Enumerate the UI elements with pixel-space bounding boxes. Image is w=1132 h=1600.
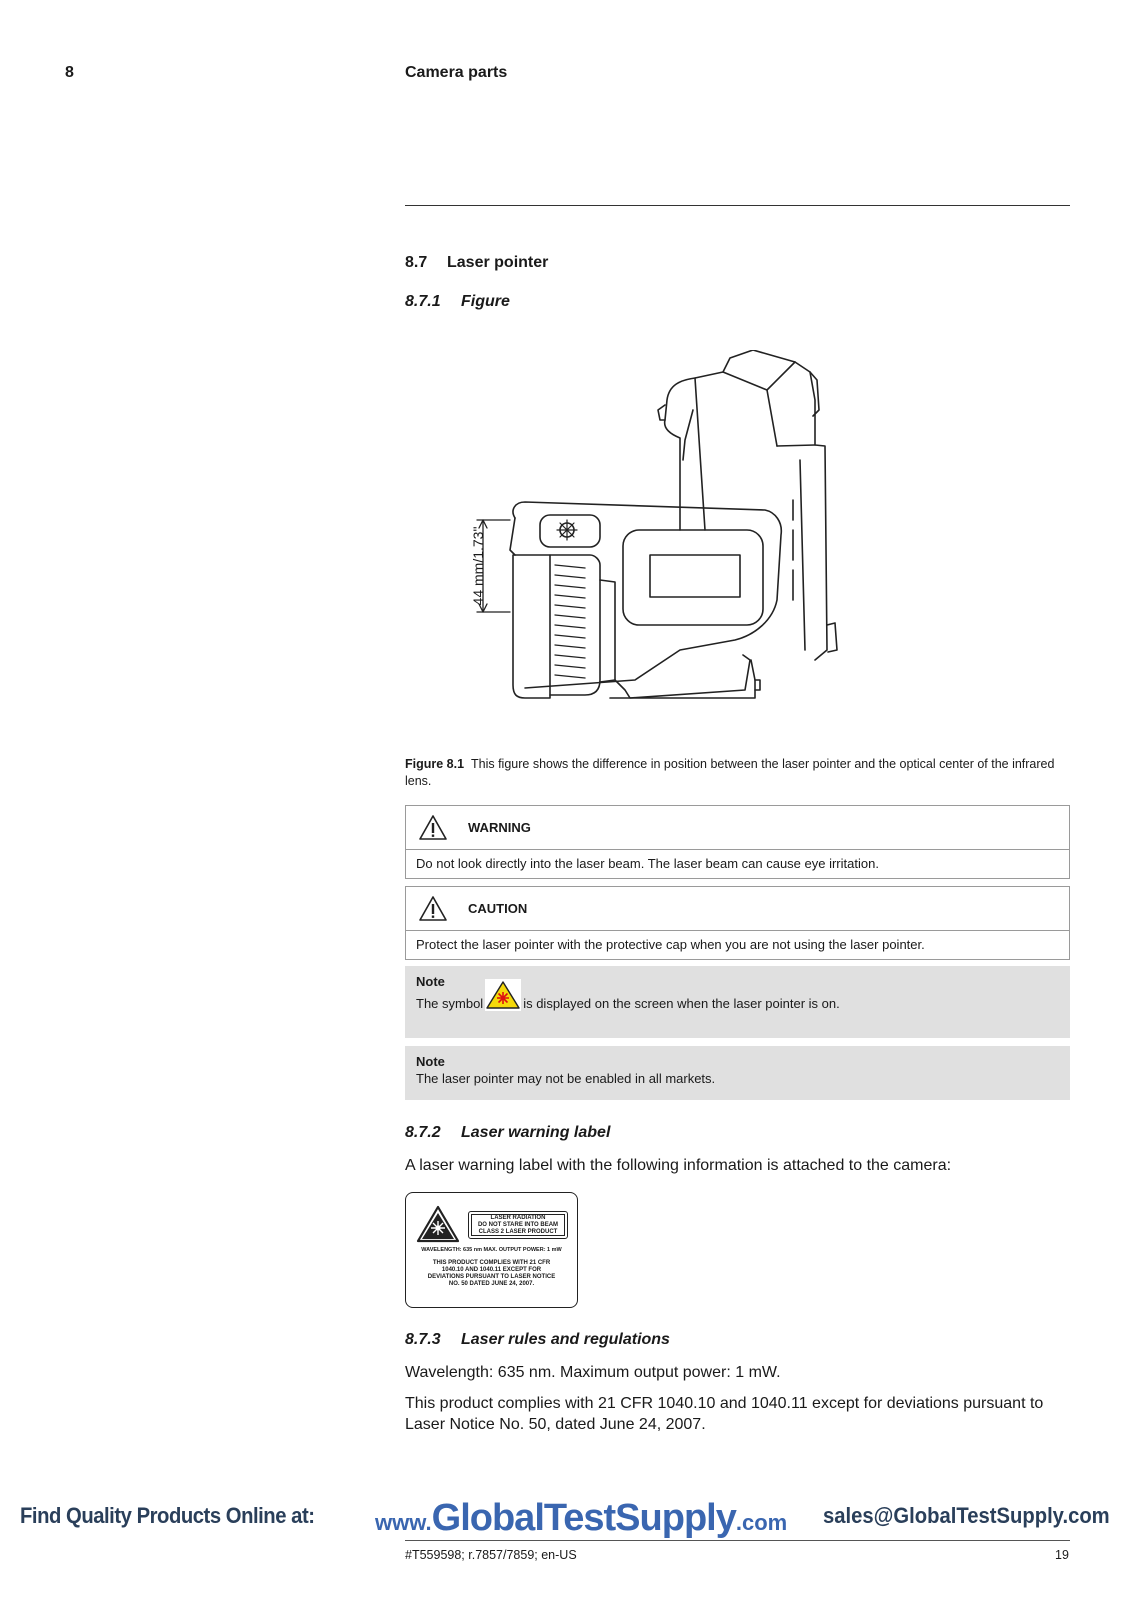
footer-rule xyxy=(405,1540,1070,1541)
subsection-heading-figure xyxy=(405,293,510,311)
banner-url-suffix: .com xyxy=(735,1510,788,1535)
caution-box xyxy=(405,886,1070,960)
caption-label: Figure 8.1 xyxy=(405,757,465,771)
label-line-1: LASER RADIATION xyxy=(490,1214,546,1221)
chapter-title: Camera parts xyxy=(405,64,508,81)
subsection-title: Laser rules and regulations xyxy=(461,1331,670,1348)
warning-triangle-icon xyxy=(418,814,448,841)
dimension-label: 44 mm/1.73" xyxy=(470,526,486,606)
label-comply-4: NO. 50 DATED JUNE 24, 2007. xyxy=(448,1281,535,1287)
banner-url-main: GlobalTestSupply xyxy=(431,1497,736,1539)
chapter-number: 8 xyxy=(65,64,74,81)
note-laser-symbol xyxy=(405,966,1070,1038)
note-text: The laser pointer may not be enabled in all markets. xyxy=(416,1071,716,1086)
footer-page-number: 19 xyxy=(1055,1548,1069,1562)
banner-url-prefix: www. xyxy=(375,1510,432,1535)
banner-email[interactable]: sales@GlobalTestSupply.com xyxy=(823,1503,1110,1528)
banner-tagline: Find Quality Products Online at: xyxy=(20,1503,315,1528)
subsection-title: Figure xyxy=(461,293,510,310)
camera-figure xyxy=(455,350,875,722)
warning-label: WARNING xyxy=(468,820,531,835)
warning-box xyxy=(405,805,1070,879)
caution-label: CAUTION xyxy=(468,901,528,916)
regulations-paragraph-2: This product complies with 21 CFR 1040.10 and 1040.11 except for deviations pursuant to Laser Notice No. 50, dated June 24, 2007. xyxy=(405,1395,1044,1433)
caption-text: This figure shows the difference in position between the laser pointer and the optical center of the infrared lens. xyxy=(405,757,1055,788)
section-number: 8.7 xyxy=(405,254,428,271)
footer-doc-id: #T559598; r.7857/7859; en-US xyxy=(405,1548,577,1562)
label-comply-1: THIS PRODUCT COMPLIES WITH 21 CFR xyxy=(432,1260,551,1266)
subsection-number: 8.7.3 xyxy=(405,1331,441,1348)
subsection-number: 8.7.2 xyxy=(405,1124,441,1141)
note-text-after: is displayed on the screen when the laser pointer is on. xyxy=(523,996,840,1011)
regulations-paragraph-1: Wavelength: 635 nm. Maximum output power: 1 mW. xyxy=(405,1364,781,1381)
promo-banner xyxy=(0,1497,1132,1537)
header-rule xyxy=(405,205,1070,206)
banner-url[interactable] xyxy=(375,1497,787,1540)
subsection-title: Laser warning label xyxy=(461,1124,611,1141)
label-comply-2: 1040.10 AND 1040.11 EXCEPT FOR xyxy=(441,1267,542,1273)
caution-text: Protect the laser pointer with the protective cap when you are not using the laser pointer. xyxy=(416,937,925,952)
label-wavelength: WAVELENGTH: 635 nm MAX. OUTPUT POWER: 1 mW xyxy=(421,1247,562,1253)
label-comply-3: DEVIATIONS PURSUANT TO LASER NOTICE xyxy=(427,1274,556,1280)
note-markets xyxy=(405,1046,1070,1100)
section-title: Laser pointer xyxy=(447,254,549,271)
figure-caption xyxy=(405,756,1070,790)
note-title: Note xyxy=(416,1054,445,1069)
label-line-3: CLASS 2 LASER PRODUCT xyxy=(478,1228,558,1235)
label-line-2: DO NOT STARE INTO BEAM xyxy=(477,1221,559,1228)
laser-warning-label xyxy=(405,1192,578,1308)
note-title: Note xyxy=(416,974,445,989)
section-heading xyxy=(405,254,548,272)
warning-text: Do not look directly into the laser beam. The laser beam can cause eye irritation. xyxy=(416,856,879,871)
subsection-number: 8.7.1 xyxy=(405,293,441,310)
laser-hazard-icon xyxy=(416,1205,460,1243)
label-intro: A laser warning label with the following information is attached to the camera: xyxy=(405,1157,952,1174)
caution-triangle-icon xyxy=(418,895,448,922)
laser-warning-symbol-icon xyxy=(485,979,521,1011)
note-text-before: The symbol xyxy=(416,996,484,1011)
subsection-heading-label xyxy=(405,1124,610,1142)
subsection-heading-regulations xyxy=(405,1331,670,1349)
